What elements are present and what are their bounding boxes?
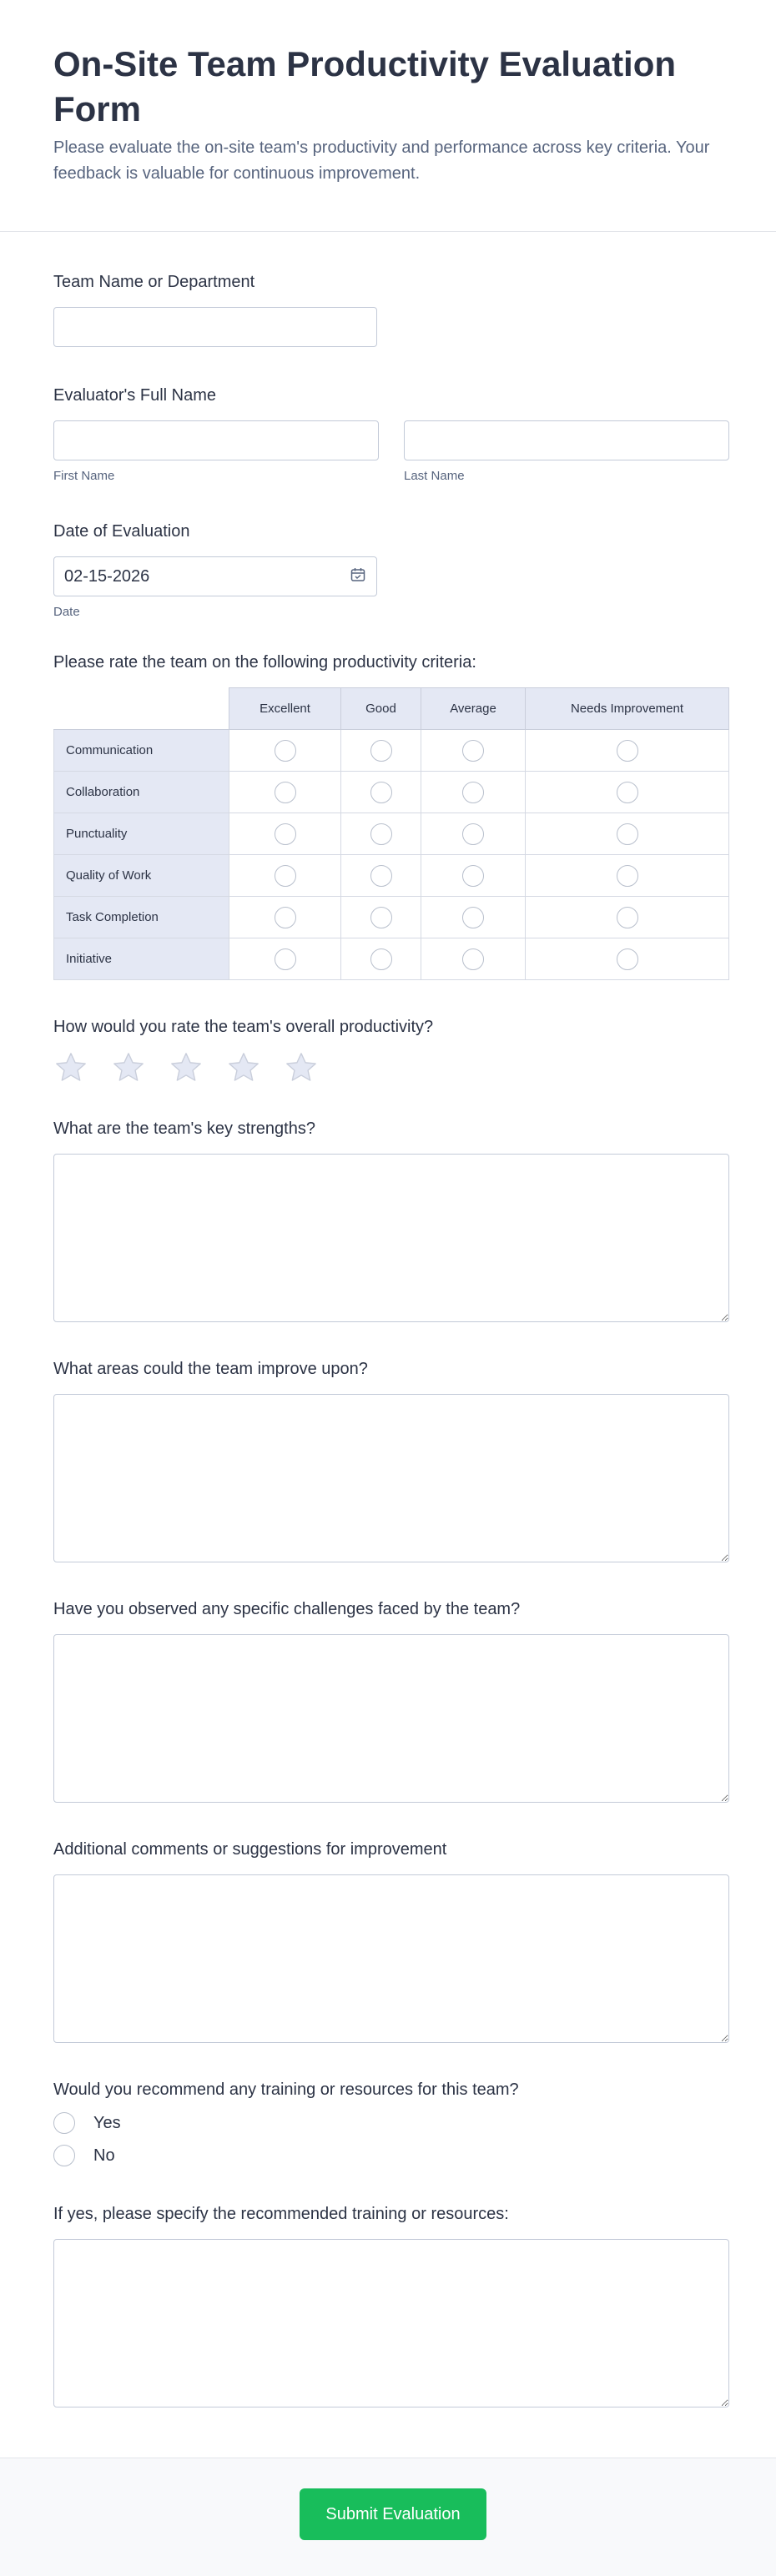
matrix-radio[interactable] (462, 948, 484, 970)
matrix-radio[interactable] (617, 782, 638, 803)
matrix-radio[interactable] (462, 823, 484, 845)
matrix-cell[interactable] (421, 813, 526, 855)
form-subtitle: Please evaluate the on-site team's productivity and performance across key criteria. Your feedback is valuable for continuous improvement. (53, 138, 710, 183)
matrix-cell[interactable] (526, 772, 729, 813)
last-name-sublabel: Last Name (404, 469, 465, 483)
matrix-radio[interactable] (617, 865, 638, 887)
form-body (0, 272, 776, 2407)
form-title: On-Site Team Productivity Evaluation Form (53, 44, 677, 128)
matrix-radio[interactable] (275, 740, 296, 762)
matrix-cell[interactable] (421, 855, 526, 897)
matrix-radio[interactable] (462, 865, 484, 887)
matrix-radio[interactable] (370, 865, 392, 887)
matrix-cell[interactable] (526, 938, 729, 980)
matrix-cell[interactable] (229, 772, 341, 813)
matrix-row (54, 938, 729, 980)
matrix-radio[interactable] (275, 823, 296, 845)
option-label: No (93, 2146, 115, 2165)
matrix-radio[interactable] (370, 740, 392, 762)
matrix-col-header: Excellent (229, 688, 341, 730)
matrix-row-label: Communication (54, 730, 229, 772)
overall-rating-section (53, 1017, 729, 1085)
challenges-label: Have you observed any specific challenges faced by the team? (53, 1600, 521, 1618)
option-label: Yes (93, 2113, 121, 2132)
evaluator-section (53, 385, 729, 483)
training-details-section (53, 2204, 729, 2407)
matrix-cell[interactable] (421, 938, 526, 980)
improve-section (53, 1359, 729, 1562)
matrix-cell[interactable] (341, 813, 421, 855)
date-section (53, 521, 729, 619)
star-icon[interactable] (111, 1050, 146, 1085)
star-icon[interactable] (226, 1050, 261, 1085)
radio-circle[interactable] (53, 2112, 75, 2134)
team-name-label: Team Name or Department (53, 273, 255, 291)
matrix-row (54, 855, 729, 897)
training-option-no[interactable] (53, 2144, 729, 2167)
matrix-row-label: Collaboration (54, 772, 229, 813)
matrix-radio[interactable] (617, 740, 638, 762)
matrix-cell[interactable] (341, 897, 421, 938)
comments-section (53, 1839, 729, 2043)
training-details-label: If yes, please specify the recommended training or resources: (53, 2205, 509, 2223)
last-name-input[interactable] (404, 420, 729, 460)
date-sublabel: Date (53, 605, 80, 619)
star-rating (53, 1050, 729, 1085)
matrix-cell[interactable] (421, 730, 526, 772)
matrix-radio[interactable] (275, 948, 296, 970)
challenges-textarea[interactable] (53, 1634, 729, 1803)
star-icon[interactable] (284, 1050, 319, 1085)
date-value: 02-15-2026 (64, 566, 150, 586)
matrix-cell[interactable] (229, 730, 341, 772)
comments-textarea[interactable] (53, 1874, 729, 2043)
matrix-row (54, 897, 729, 938)
matrix-radio[interactable] (617, 823, 638, 845)
matrix-radio[interactable] (617, 907, 638, 928)
evaluator-label: Evaluator's Full Name (53, 386, 216, 405)
matrix-radio[interactable] (275, 865, 296, 887)
matrix-cell[interactable] (229, 855, 341, 897)
matrix-cell[interactable] (526, 730, 729, 772)
training-section (53, 2080, 729, 2167)
matrix-cell[interactable] (526, 897, 729, 938)
matrix-cell[interactable] (526, 855, 729, 897)
date-input[interactable] (53, 556, 377, 596)
improve-label: What areas could the team improve upon? (53, 1360, 368, 1378)
matrix-cell[interactable] (421, 897, 526, 938)
matrix-radio[interactable] (275, 782, 296, 803)
overall-rating-label: How would you rate the team's overall productivity? (53, 1018, 434, 1036)
matrix-corner (54, 688, 229, 730)
challenges-section (53, 1599, 729, 1803)
matrix-cell[interactable] (341, 938, 421, 980)
matrix-radio[interactable] (370, 823, 392, 845)
matrix-cell[interactable] (341, 855, 421, 897)
criteria-matrix-section (53, 652, 729, 980)
team-name-section (53, 272, 729, 347)
matrix-row-label: Punctuality (54, 813, 229, 855)
matrix-row-label: Task Completion (54, 897, 229, 938)
first-name-input[interactable] (53, 420, 379, 460)
date-label: Date of Evaluation (53, 522, 190, 541)
matrix-cell[interactable] (341, 730, 421, 772)
training-label: Would you recommend any training or resources for this team? (53, 2080, 519, 2099)
comments-label: Additional comments or suggestions for improvement (53, 1840, 447, 1859)
matrix-col-header: Average (421, 688, 526, 730)
matrix-radio[interactable] (462, 740, 484, 762)
matrix-cell[interactable] (229, 813, 341, 855)
matrix-row-label: Initiative (54, 938, 229, 980)
matrix-row (54, 730, 729, 772)
matrix-radio[interactable] (370, 782, 392, 803)
matrix-radio[interactable] (370, 948, 392, 970)
calendar-icon[interactable] (350, 566, 366, 587)
form-header (0, 0, 776, 232)
matrix-cell[interactable] (229, 938, 341, 980)
improve-textarea[interactable] (53, 1394, 729, 1562)
submit-button[interactable]: Submit Evaluation (300, 2488, 486, 2540)
matrix-radio[interactable] (462, 782, 484, 803)
strengths-textarea[interactable] (53, 1154, 729, 1322)
matrix-radio[interactable] (370, 907, 392, 928)
strengths-section (53, 1119, 729, 1322)
first-name-sublabel: First Name (53, 469, 115, 483)
star-icon[interactable] (53, 1050, 88, 1085)
form-footer (0, 2458, 776, 2576)
star-icon[interactable] (169, 1050, 204, 1085)
matrix-row-label: Quality of Work (54, 855, 229, 897)
strengths-label: What are the team's key strengths? (53, 1119, 315, 1138)
matrix-radio[interactable] (617, 948, 638, 970)
matrix-col-header: Good (341, 688, 421, 730)
matrix-row (54, 813, 729, 855)
matrix-row (54, 772, 729, 813)
matrix-cell[interactable] (421, 772, 526, 813)
criteria-matrix (53, 687, 729, 980)
radio-circle[interactable] (53, 2145, 75, 2166)
matrix-radio[interactable] (462, 907, 484, 928)
matrix-cell[interactable] (526, 813, 729, 855)
team-name-input[interactable] (53, 307, 377, 347)
training-option-yes[interactable] (53, 2111, 729, 2135)
matrix-cell[interactable] (229, 897, 341, 938)
matrix-radio[interactable] (275, 907, 296, 928)
matrix-label: Please rate the team on the following productivity criteria: (53, 653, 476, 672)
matrix-cell[interactable] (341, 772, 421, 813)
matrix-col-header: Needs Improvement (526, 688, 729, 730)
training-details-textarea[interactable] (53, 2239, 729, 2407)
